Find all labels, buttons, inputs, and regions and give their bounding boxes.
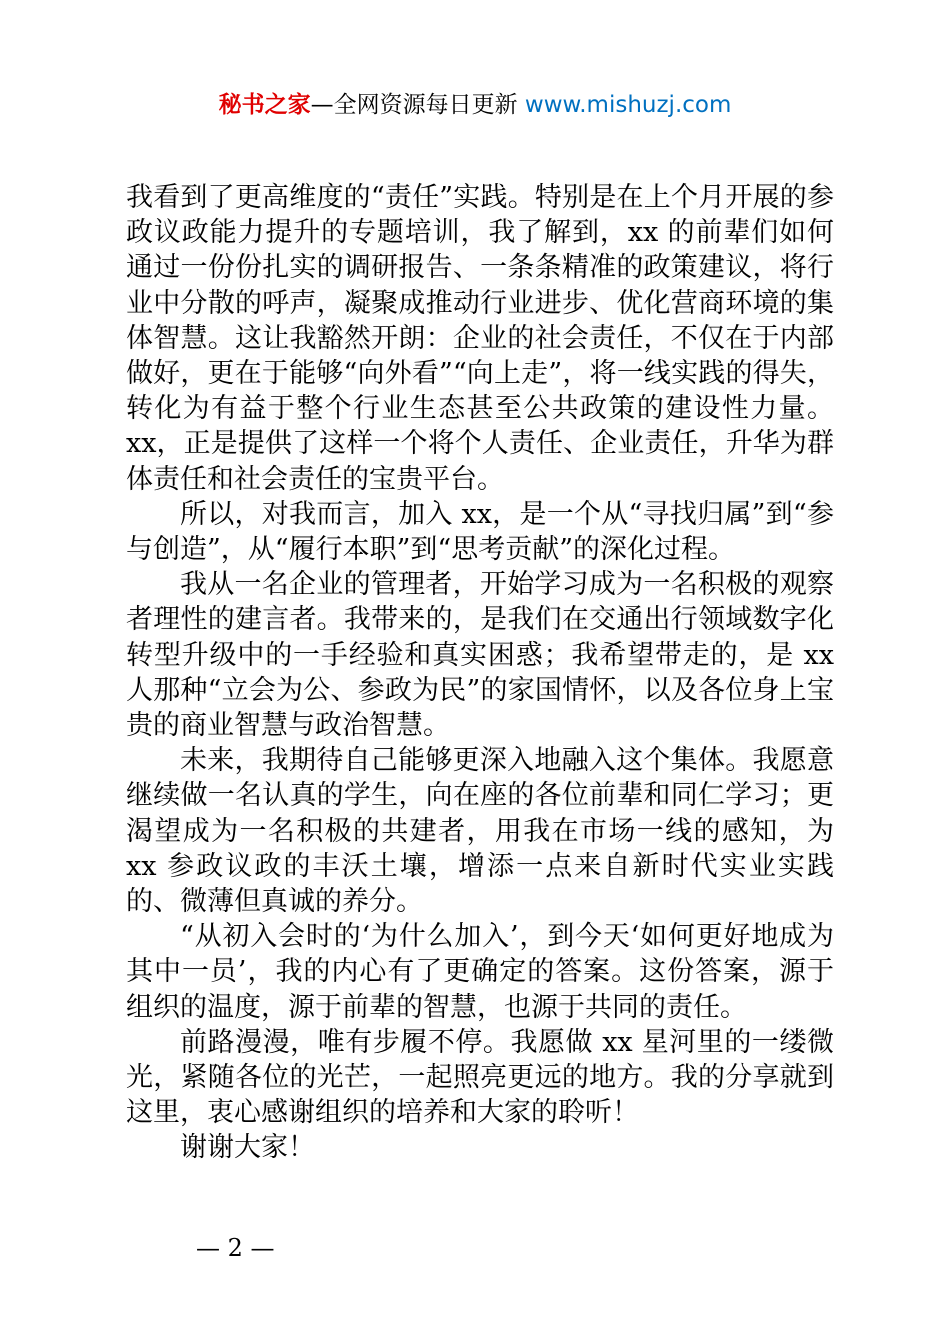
paragraph-closing: 谢谢大家！ — [180, 1132, 315, 1164]
paragraph-5: “从初入会时的‘为什么加入’，到今天‘如何更好地成为其中一员’，我的内心有了更确定的答案。这份答案，源于组织的温度，源于前辈的智慧，也源于共同的责任。 — [126, 921, 834, 1023]
site-banner — [0, 88, 950, 122]
paragraph-4: 未来，我期待自己能够更深入地融入这个集体。我愿意继续做一名认真的学生，向在座的各位前辈和同仁学习；更渴望成为一名积极的共建者，用我在市场一线的感知，为 xx 参政议政的丰沃土壤，增添一点来自新时代实业实践的、微薄但真诚的养分。 — [126, 745, 834, 918]
paragraph-3: 我从一名企业的管理者，开始学习成为一名积极的观察者理性的建言者。我带来的，是我们在交通出行领域数字化转型升级中的一手经验和真实困惑；我希望带走的，是 xx 人那种“立会为公、参政为民”的家国情怀，以及各位身上宝贵的商业智慧与政治智慧。 — [126, 569, 834, 742]
paragraph-6: 前路漫漫，唯有步履不停。我愿做 xx 星河里的一缕微光，紧随各位的光芒，一起照亮更远的地方。我的分享就到这里，衷心感谢组织的培养和大家的聆听！ — [126, 1026, 834, 1129]
paragraph-1: 我看到了更高维度的“责任”实践。特别是在上个月开展的参政议政能力提升的专题培训，我了解到，xx 的前辈们如何通过一份份扎实的调研报告、一条条精准的政策建议，将行业中分散的呼声，凝聚成推动行业进步、优化营商环境的集体智慧。这让我豁然开朗：企业的社会责任，不仅在于内部做好，更在于能够“向外看”“向上走”，将一线实践的得失，转化为有益于整个行业生态甚至公共政策的建设性力量。xx，正是提供了这样一个将个人责任、企业责任，升华为群体责任和社会责任的宝贵平台。 — [126, 182, 834, 495]
paragraph-2: 所以，对我而言，加入 xx，是一个从“寻找归属”到“参与创造”，从“履行本职”到“思考贡献”的深化过程。 — [126, 498, 834, 566]
site-url-link[interactable]: www.mishuzj.com — [524, 92, 732, 118]
site-slogan: —全网资源每日更新 — [310, 92, 525, 118]
page-number: — 2 — — [196, 1234, 275, 1262]
site-brand-name: 秘书之家 — [218, 92, 311, 118]
document-body — [126, 180, 834, 1166]
